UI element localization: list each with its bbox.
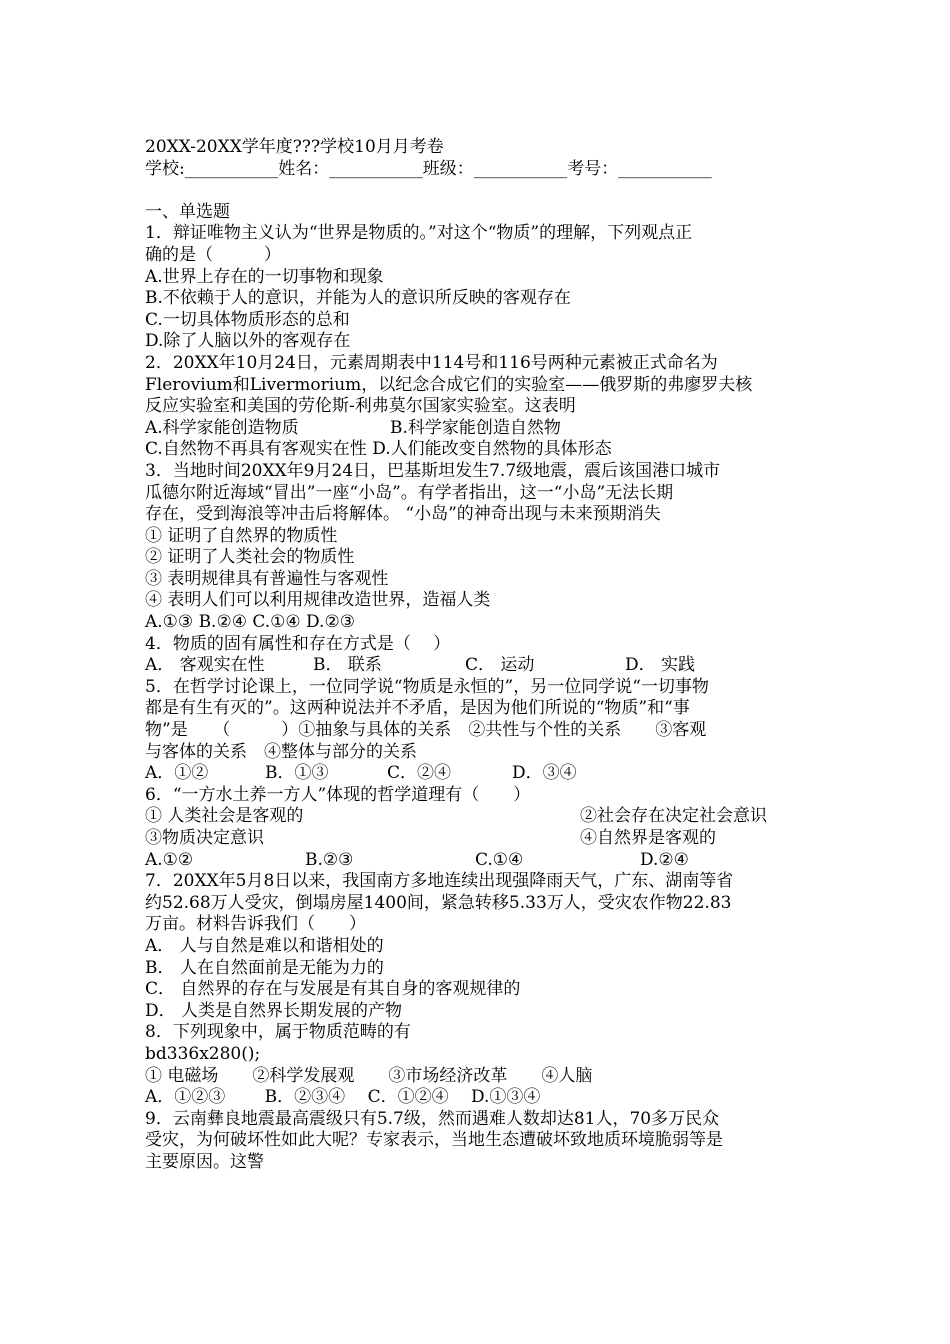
question-7-stem: 7．20XX年5月8日以来，我国南方多地连续出现强降雨天气，广东、湖南等省 [145, 871, 734, 892]
spacer [145, 180, 815, 202]
question-5-option-b: B．①③ [265, 763, 329, 784]
question-3-statement-3: ③ 表明规律具有普遍性与客观性 [145, 568, 389, 589]
question-6-option-a: A.①② [145, 849, 194, 870]
question-6-statements-34 [145, 828, 815, 850]
question-2-options-cd: C.自然物不再具有客观实在性 D.人们能改变自然物的具体形态 [145, 439, 612, 460]
question-5-stem: 物”是 （ ）①抽象与具体的关系 ②共性与个性的关系 ③客观 [145, 720, 707, 741]
question-2-stem: 2．20XX年10月24日，元素周期表中114号和116号两种元素被正式命名为 [145, 352, 718, 373]
question-6-option-b: B.②③ [305, 849, 354, 870]
question-4-stem: 4．物质的固有属性和存在方式是（ ） [145, 633, 451, 654]
question-6-statement-3: ③物质决定意识 [145, 828, 264, 848]
question-1-stem: 1．辩证唯物主义认为“世界是物质的。”对这个“物质”的理解，下列观点正 [145, 223, 693, 244]
question-6-statement-1: ① 人类社会是客观的 [145, 806, 304, 827]
question-6-option-c: C.①④ [475, 849, 524, 870]
question-5-stem: 都是有生有灭的”。这两种说法并不矛盾，是因为他们所说的“物质”和“事 [145, 698, 690, 719]
question-7-option-a: A． 人与自然是难以和谐相处的 [145, 935, 384, 956]
question-5-option-c: C．②④ [387, 763, 452, 784]
question-6-statement-4: ④自然界是客观的 [580, 828, 716, 848]
question-5-stem: 与客体的关系 ④整体与部分的关系 [145, 741, 417, 762]
question-5-option-d: D．③④ [512, 763, 577, 784]
question-2-option-a: A.科学家能创造物质 [145, 417, 299, 438]
exam-document [145, 137, 815, 1174]
question-7-option-b: B． 人在自然面前是无能为力的 [145, 957, 384, 978]
question-2-stem: 反应实验室和美国的劳伦斯-利弗莫尔国家实验室。这表明 [145, 396, 576, 417]
question-3-stem: 瓜德尔附近海域“冒出”一座“小岛”。有学者指出，这一“小岛”无法长期 [145, 482, 674, 503]
student-info-line: 学校:___________姓名：___________班级：___________考号：___________ [145, 158, 712, 179]
question-3-statement-4: ④ 表明人们可以利用规律改造世界，造福人类 [145, 590, 491, 611]
question-9-stem: 9．云南彝良地震最高震级只有5.7级，然而遇难人数却达81人，70多万民众 [145, 1108, 720, 1129]
question-7-stem: 约52.68万人受灾，倒塌房屋1400间，紧急转移5.33万人，受灾农作物22.83 [145, 892, 732, 913]
question-1-option-d: D.除了人脑以外的客观存在 [145, 331, 351, 352]
question-6-stem: 6．“一方水土养一方人”体现的哲学道理有（ ） [145, 784, 531, 805]
question-4-option-c: C． 运动 [465, 655, 535, 676]
question-2-options-ab [145, 418, 815, 440]
question-4-option-a: A． 客观实在性 [145, 655, 265, 676]
question-6-statements-12 [145, 806, 815, 828]
question-8-statements: ① 电磁场 ②科学发展观 ③市场经济改革 ④人脑 [145, 1065, 593, 1086]
question-5-option-a: A．①② [145, 763, 209, 784]
question-5-stem: 5．在哲学讨论课上，一位同学说“物质是永恒的”，另一位同学说“一切事物 [145, 676, 709, 697]
question-1-option-c: C.一切具体物质形态的总和 [145, 309, 350, 330]
question-2-stem: Flerovium和Livermorium，以纪念合成它们的实验室——俄罗斯的弗廖罗夫核 [145, 374, 753, 395]
question-9-stem: 受灾，为何破坏性如此大呢？专家表示，当地生态遭破坏致地质环境脆弱等是 [145, 1130, 723, 1151]
question-7-option-c: C． 自然界的存在与发展是有其自身的客观规律的 [145, 979, 521, 1000]
section-title: 一、单选题 [145, 201, 230, 222]
question-3-stem: 3．当地时间20XX年9月24日，巴基斯坦发生7.7级地震，震后该国港口城市 [145, 460, 721, 481]
question-8-stem: 8．下列现象中，属于物质范畴的有 [145, 1022, 411, 1043]
question-8-code-line: bd336x280(); [145, 1043, 261, 1064]
question-6-statement-2: ②社会存在决定社会意识 [580, 806, 767, 827]
question-3-stem: 存在，受到海浪等冲击后将解体。 “小岛”的神奇出现与未来预期消失 [145, 504, 661, 525]
question-4-option-d: D． 实践 [625, 655, 696, 676]
question-1-option-b: B.不依赖于人的意识，并能为人的意识所反映的客观存在 [145, 288, 571, 309]
question-8-choices: A．①②③ B．②③④ C．①②④ D.①③④ [145, 1087, 541, 1108]
question-3-choices: A.①③ B.②④ C.①④ D.②③ [145, 612, 355, 633]
question-7-stem: 万亩。材料告诉我们（ ） [145, 914, 366, 935]
question-5-options [145, 763, 815, 785]
question-6-options [145, 850, 815, 872]
question-9-stem: 主要原因。这警 [145, 1151, 264, 1172]
question-4-option-b: B． 联系 [313, 655, 382, 676]
question-4-options [145, 655, 815, 677]
exam-title: 20XX-20XX学年度???学校10月月考卷 [145, 137, 444, 157]
question-2-option-b: B.科学家能创造自然物 [390, 417, 561, 438]
question-1-stem: 确的是（ ） [145, 244, 281, 265]
question-3-statement-2: ② 证明了人类社会的物质性 [145, 547, 355, 568]
question-3-statement-1: ① 证明了自然界的物质性 [145, 525, 338, 546]
question-7-option-d: D． 人类是自然界长期发展的产物 [145, 1000, 403, 1021]
question-1-option-a: A.世界上存在的一切事物和现象 [145, 266, 384, 287]
question-6-option-d: D.②④ [640, 849, 689, 870]
